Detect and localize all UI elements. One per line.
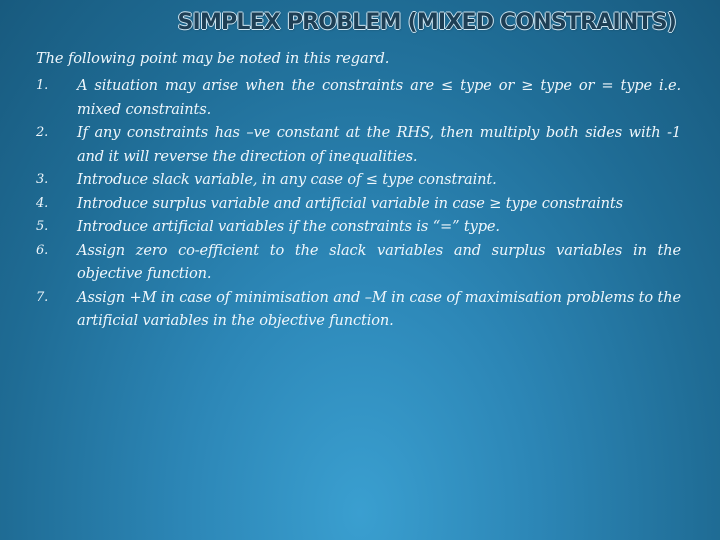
list-item xyxy=(36,192,681,216)
list-item-text: A situation may arise when the constraints are ≤ type or ≥ type or = type i.e. mixed constraints. xyxy=(77,77,681,118)
list-item-text: Introduce artificial variables if the constraints is “=” type. xyxy=(77,218,500,235)
list-item-number: 7. xyxy=(36,289,49,305)
list-item-number: 4. xyxy=(36,195,49,211)
slide-title: SIMPLEX PROBLEM (MIXED CONSTRAINTS) xyxy=(177,10,676,35)
numbered-list xyxy=(36,74,681,333)
list-item-text: Introduce surplus variable and artificial variable in case ≥ type constraints xyxy=(77,194,623,212)
list-item xyxy=(36,286,681,333)
list-item xyxy=(36,168,681,192)
list-item-number: 2. xyxy=(36,125,49,140)
list-item-text: Assign zero co-efficient to the slack variables and surplus variables in the objective function. xyxy=(77,241,681,282)
intro-text: The following point may be noted in this regard. xyxy=(36,50,390,67)
list-item xyxy=(36,215,681,239)
list-item-number: 1. xyxy=(36,78,49,93)
list-item-text: If any constraints has –ve constant at the RHS, then multiply both sides with -1 and it will reverse the direction of inequalities. xyxy=(77,124,681,165)
list-item-text: Introduce slack variable, in any case of ≤ type constraint. xyxy=(77,171,497,188)
list-item-number: 6. xyxy=(36,242,49,258)
list-item xyxy=(36,121,681,168)
list-item-number: 5. xyxy=(36,219,49,234)
list-item-text: Assign +M in case of minimisation and –M in case of maximisation problems to the artificial variables in the objective function. xyxy=(77,288,681,329)
list-item-number: 3. xyxy=(36,172,49,187)
list-item xyxy=(36,239,681,286)
list-item xyxy=(36,74,681,121)
